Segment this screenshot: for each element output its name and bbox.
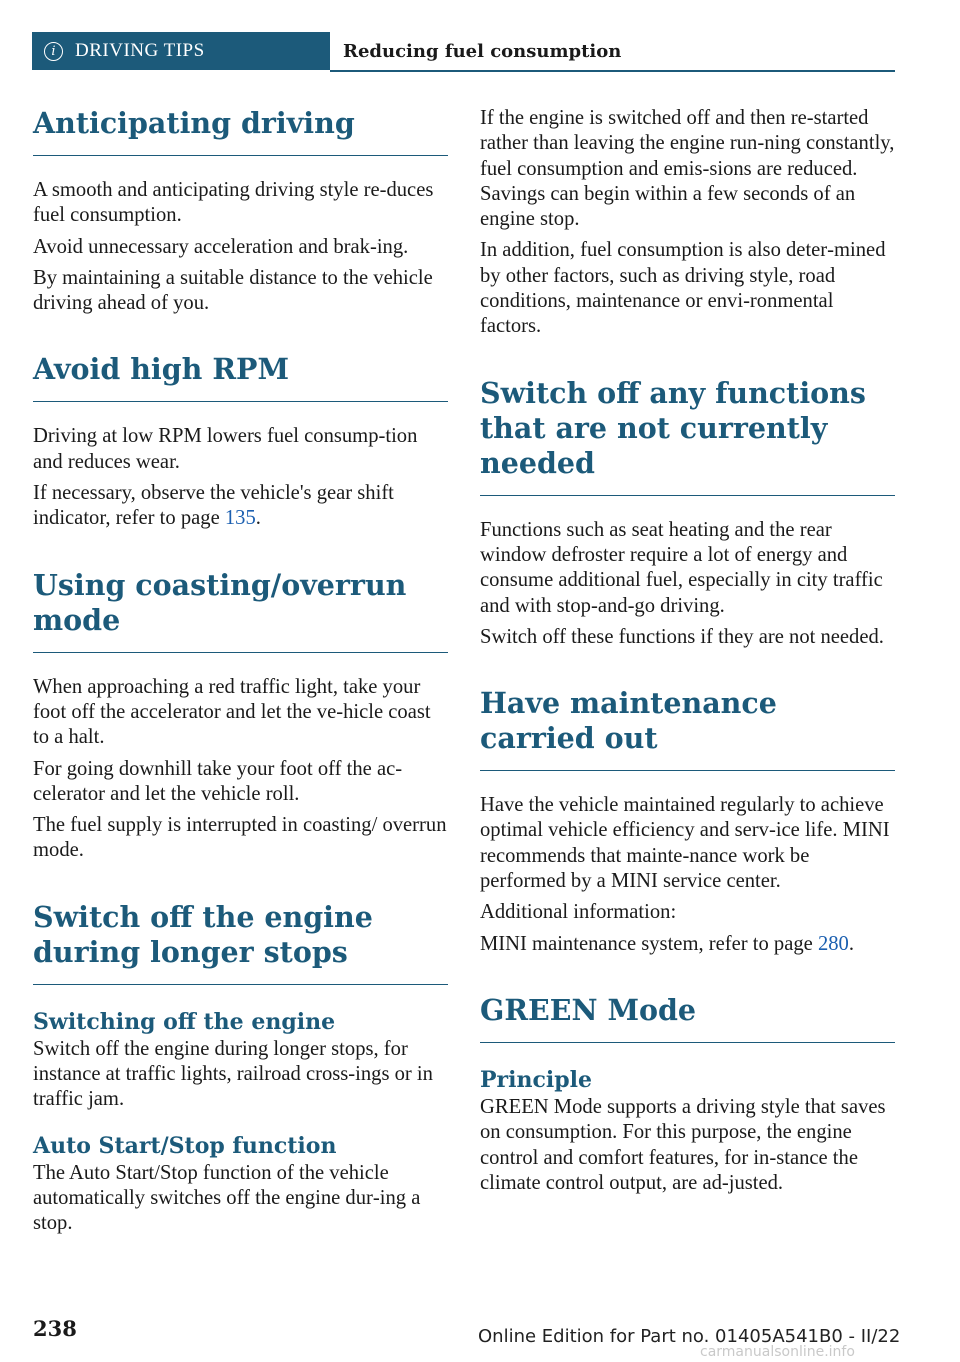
heading-coasting-mode: Using coasting/overrun mode <box>33 568 448 653</box>
paragraph: For going downhill take your foot off the ac‐celerator and let the vehicle roll. <box>33 757 403 805</box>
heading-switch-off-functions: Switch off any functions that are not currently needed <box>480 376 895 496</box>
text: If necessary, observe the vehicle's gear shift indicator, refer to page <box>33 482 394 530</box>
page-link-280[interactable]: 280 <box>817 932 849 955</box>
paragraph: If the engine is switched off and then re‐started rather than leaving the engine run‐ning constantly, fuel consumption and emis‐sions are reduced. Savings can begin within a few seconds of an engine stop. <box>480 107 895 231</box>
heading-switch-off-engine: Switch off the engine during longer stops <box>33 900 448 985</box>
paragraph: A smooth and anticipating driving style re‐duces fuel consumption. <box>33 179 434 227</box>
paragraph: Have the vehicle maintained regularly to achieve optimal vehicle efficiency and serv‐ice life. MINI recommends that mainte‐nance work be performed by a MINI service center. <box>480 794 890 893</box>
heading-green-mode: GREEN Mode <box>480 993 895 1043</box>
paragraph: Driving at low RPM lowers fuel consump‐tion and reduces wear. <box>33 425 418 473</box>
heading-anticipating-driving: Anticipating driving <box>33 106 448 156</box>
paragraph: GREEN Mode supports a driving style that saves on consumption. For this purpose, the engine control and comfort features, for in‐stance the climate control output, are ad‐justed. <box>480 1095 886 1194</box>
heading-maintenance: Have maintenance carried out <box>480 686 895 771</box>
subheading-principle: Principle <box>480 1066 592 1093</box>
heading-avoid-high-rpm: Avoid high RPM <box>33 352 448 402</box>
paragraph-gear-shift <box>33 481 448 532</box>
paragraph: In addition, fuel consumption is also deter‐mined by other factors, such as driving style, road conditions, maintenance or envi‐ronmental factors. <box>480 239 886 338</box>
chapter-title: Reducing fuel consumption <box>343 40 622 62</box>
paragraph: Switch off these functions if they are not needed. <box>480 625 884 648</box>
paragraph: The fuel supply is interrupted in coasting/ overrun mode. <box>33 814 447 862</box>
subheading-auto-start-stop: Auto Start/Stop function <box>33 1132 337 1159</box>
subheading-switching-off: Switching off the engine <box>33 1008 336 1035</box>
left-column <box>33 106 448 1243</box>
header-rule <box>330 70 895 72</box>
watermark: carmanualsonline.info <box>700 1344 855 1360</box>
paragraph: By maintaining a suitable distance to the vehicle driving ahead of you. <box>33 266 433 315</box>
paragraph: Switch off the engine during longer stops, for instance at traffic lights, railroad cross‐ings or in traffic jam. <box>33 1037 433 1111</box>
text: . <box>848 932 854 955</box>
paragraph: When approaching a red traffic light, take your foot off the accelerator and let the ve‐hicle coast to a halt. <box>33 675 431 749</box>
right-column <box>480 106 895 1202</box>
page-link-135[interactable]: 135 <box>224 507 256 530</box>
paragraph: Additional information: <box>480 901 677 924</box>
paragraph: Avoid unnecessary acceleration and brak‐ing. <box>33 235 409 258</box>
edition-note: Online Edition for Part no. 01405A541B0 - II/22 <box>478 1326 901 1347</box>
paragraph-maintenance-ref <box>480 932 895 957</box>
section-label: DRIVING TIPS <box>75 40 205 61</box>
paragraph: The Auto Start/Stop function of the vehicle automatically switches off the engine dur‐ing a stop. <box>33 1161 421 1235</box>
text: . <box>255 507 261 530</box>
paragraph: Functions such as seat heating and the rear window defroster require a lot of energy and consume additional fuel, especially in city traffic and with stop-and-go driving. <box>480 518 883 617</box>
page-number: 238 <box>33 1316 77 1341</box>
section-tab <box>32 32 330 70</box>
text: MINI maintenance system, refer to page <box>480 932 818 955</box>
info-icon: i <box>44 42 63 61</box>
